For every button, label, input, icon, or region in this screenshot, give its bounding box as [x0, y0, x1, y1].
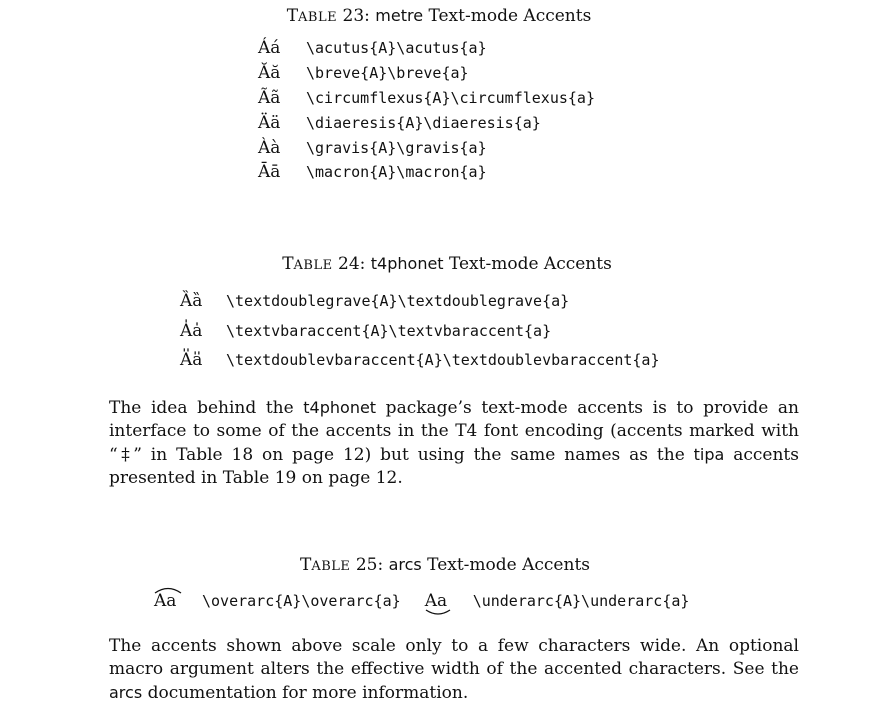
accent-command: \overarc{A}\overarc{a}	[202, 592, 401, 610]
accent-glyph: Aa	[424, 591, 448, 611]
accent-command: \gravis{A}\gravis{a}	[306, 139, 487, 157]
accent-command: \textdoublegrave{A}\textdoublegrave{a}	[226, 292, 570, 310]
caption-number: 24:	[332, 254, 371, 274]
caption-sc-rest: ABLE	[293, 258, 333, 273]
accent-command: \textvbaraccent{A}\textvbaraccent{a}	[226, 322, 552, 340]
accent-glyph: Ăă	[258, 63, 281, 83]
caption-sc-first: T	[286, 6, 299, 26]
table-row	[258, 37, 487, 59]
paragraph-arcs	[109, 635, 799, 705]
caption-title: Text-mode Accents	[423, 6, 592, 26]
table-row	[258, 161, 487, 183]
caption-number: 23:	[337, 6, 376, 26]
accent-glyph: Ãã	[258, 88, 281, 108]
package-name: t4phonet	[303, 398, 377, 417]
accent-command: \textdoublevbaraccent{A}\textdoublevbaraccent{a}	[226, 351, 660, 369]
table-row	[258, 137, 487, 159]
package-name: arcs	[109, 683, 143, 702]
overarc-sample	[154, 590, 202, 612]
table-row	[258, 112, 541, 134]
paragraph-text: documentation for more information.	[142, 683, 469, 703]
caption-package: arcs	[388, 555, 422, 574]
underarc-sample	[425, 590, 473, 612]
caption-sc-rest: ABLE	[298, 10, 338, 25]
caption-package: metre	[375, 6, 424, 25]
caption-sc-first: T	[282, 254, 294, 274]
table-25-caption	[0, 555, 892, 577]
accent-glyph: A̍a̍	[180, 321, 203, 341]
accent-glyph: Ȁȁ	[180, 291, 203, 311]
table-row	[258, 62, 469, 84]
accent-glyph: Aa	[154, 591, 177, 611]
table-25-row	[154, 590, 689, 612]
paragraph-text: accents presented in Table 19 on page 12.	[109, 445, 799, 488]
accent-command: \diaeresis{A}\diaeresis{a}	[306, 114, 541, 132]
paragraph-t4phonet	[109, 396, 799, 490]
paragraph-text: The idea behind the	[109, 398, 304, 418]
caption-title: Text-mode Accents	[421, 555, 590, 575]
accent-glyph: Āā	[258, 162, 281, 182]
underarc-icon	[425, 609, 451, 617]
accent-command: \circumflexus{A}\circumflexus{a}	[306, 89, 595, 107]
accent-glyph: Àà	[258, 138, 281, 158]
caption-title: Text-mode Accents	[443, 254, 612, 274]
accent-command: \underarc{A}\underarc{a}	[472, 592, 690, 610]
accent-command: \breve{A}\breve{a}	[306, 64, 469, 82]
accent-glyph: A̎a̎	[180, 350, 203, 370]
table-row	[258, 87, 595, 109]
caption-sc-first: T	[300, 555, 312, 575]
caption-package: t4phonet	[370, 254, 444, 273]
accent-glyph: Áá	[258, 38, 281, 58]
package-name: tipa	[693, 445, 725, 464]
table-row	[180, 320, 551, 342]
accent-command: \acutus{A}\acutus{a}	[306, 39, 487, 57]
accent-glyph: Ää	[258, 113, 281, 133]
table-23-caption	[0, 6, 886, 28]
paragraph-text: The accents shown above scale only to a few characters wide. An optional macro argument alters the effective width of the accented characters. See the	[109, 636, 799, 679]
caption-number: 25:	[350, 555, 389, 575]
accent-command: \macron{A}\macron{a}	[306, 163, 487, 181]
table-24-caption	[0, 254, 894, 276]
paragraph-text: package’s text-mode accents is to provide an interface to some of the accents in the T4 font encoding (accents marked with “‡” in Table 18 on page 12) but using the same names as the	[109, 398, 799, 465]
overarc-icon	[154, 586, 182, 594]
table-row	[180, 290, 569, 312]
caption-sc-rest: ABLE	[311, 559, 351, 574]
table-row	[180, 349, 659, 371]
